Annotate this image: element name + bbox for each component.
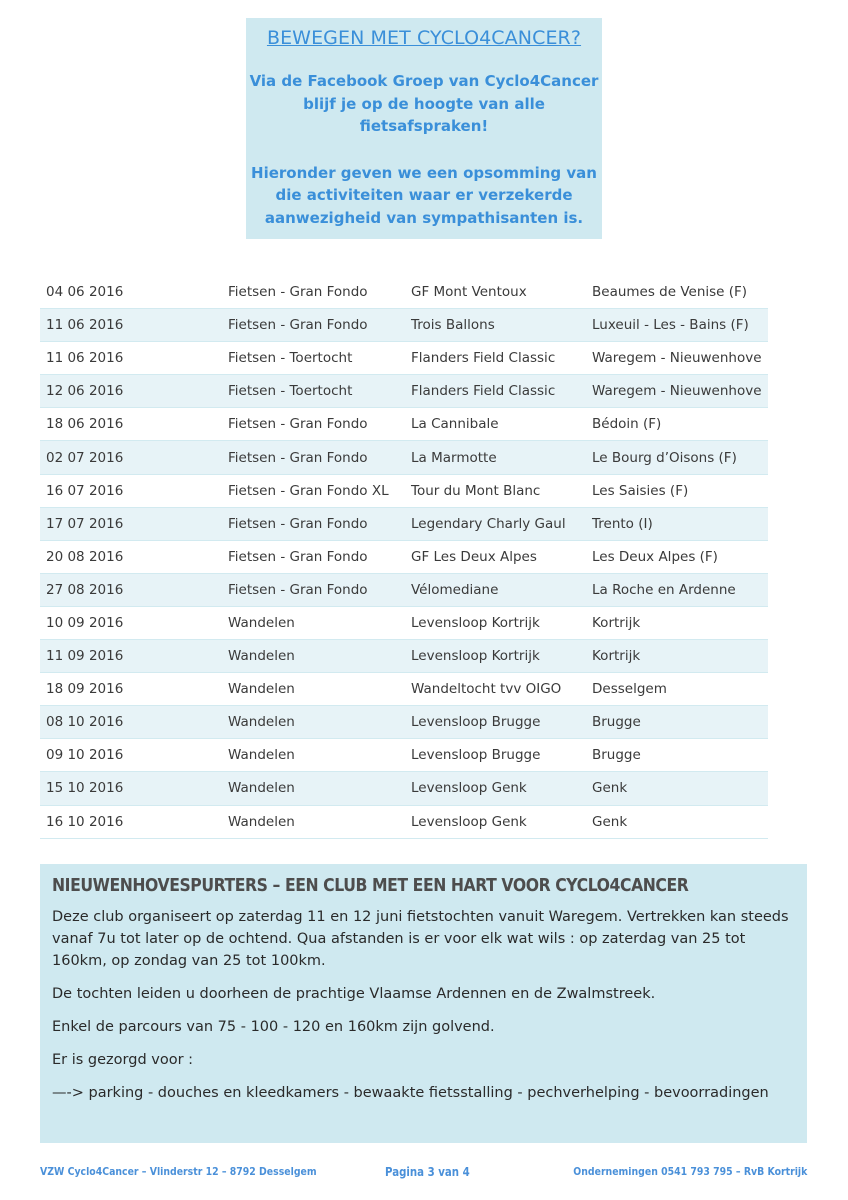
event-location: Les Deux Alpes (F) [586, 540, 768, 573]
event-type: Fietsen - Toertocht [222, 342, 405, 375]
event-date: 11 06 2016 [40, 342, 222, 375]
intro-title[interactable]: BEWEGEN MET CYCLO4CANCER? [266, 27, 582, 49]
event-date: 16 10 2016 [40, 805, 222, 838]
table-row [40, 507, 768, 540]
footer-page-number: Pagina 3 van 4 [385, 1165, 470, 1179]
footer-company-number: Ondernemingen 0541 793 795 – RvB Kortrijk [572, 1165, 807, 1178]
table-row [40, 342, 768, 375]
event-name: Legendary Charly Gaul [405, 507, 586, 540]
event-name: Levensloop Kortrijk [405, 640, 586, 673]
event-name: Levensloop Brugge [405, 739, 586, 772]
event-type: Fietsen - Gran Fondo [222, 309, 405, 342]
event-name: La Marmotte [405, 441, 586, 474]
table-row [40, 375, 768, 408]
page-footer [40, 1165, 807, 1183]
event-type: Wandelen [222, 739, 405, 772]
event-date: 10 09 2016 [40, 606, 222, 639]
event-location: Les Saisies (F) [586, 474, 768, 507]
event-date: 18 09 2016 [40, 673, 222, 706]
table-row [40, 640, 768, 673]
event-type: Wandelen [222, 673, 405, 706]
event-date: 09 10 2016 [40, 739, 222, 772]
event-date: 15 10 2016 [40, 772, 222, 805]
event-date: 11 09 2016 [40, 640, 222, 673]
table-row [40, 706, 768, 739]
event-name: Trois Ballons [405, 309, 586, 342]
event-name: Levensloop Kortrijk [405, 606, 586, 639]
event-name: GF Mont Ventoux [405, 276, 586, 309]
table-row [40, 573, 768, 606]
event-date: 02 07 2016 [40, 441, 222, 474]
event-type: Fietsen - Gran Fondo [222, 507, 405, 540]
table-row [40, 276, 768, 309]
club-title: NIEUWENHOVESPURTERS – EEN CLUB MET EEN HART VOOR CYCLO4CANCER [52, 875, 689, 896]
event-location: Bédoin (F) [586, 408, 768, 441]
event-type: Wandelen [222, 606, 405, 639]
event-name: Wandeltocht tvv OIGO [405, 673, 586, 706]
table-row [40, 606, 768, 639]
event-type: Fietsen - Toertocht [222, 375, 405, 408]
club-paragraph-facilities: —-> parking - douches en kleedkamers - bewaakte fietsstalling - pechverhelping - bevoorradingen [52, 1085, 769, 1101]
event-name: Levensloop Brugge [405, 706, 586, 739]
event-type: Fietsen - Gran Fondo [222, 441, 405, 474]
event-date: 27 08 2016 [40, 573, 222, 606]
table-row [40, 309, 768, 342]
event-date: 04 06 2016 [40, 276, 222, 309]
event-name: La Cannibale [405, 408, 586, 441]
event-type: Wandelen [222, 640, 405, 673]
event-location: Desselgem [586, 673, 768, 706]
event-location: Waregem - Nieuwenhove [586, 375, 768, 408]
event-location: Brugge [586, 706, 768, 739]
club-box [40, 864, 807, 1143]
table-row [40, 772, 768, 805]
event-type: Fietsen - Gran Fondo [222, 573, 405, 606]
event-type: Wandelen [222, 805, 405, 838]
table-row [40, 540, 768, 573]
table-row [40, 474, 768, 507]
event-date: 18 06 2016 [40, 408, 222, 441]
event-date: 08 10 2016 [40, 706, 222, 739]
club-paragraph-provided: Er is gezorgd voor : [52, 1052, 194, 1068]
intro-box [246, 18, 602, 239]
intro-paragraph-facebook: Via de Facebook Groep van Cyclo4Cancer blijf je op de hoogte van alle fietsafspraken! [249, 72, 599, 135]
events-table [40, 276, 768, 839]
club-paragraph-schedule: Deze club organiseert op zaterdag 11 en 12 juni fietstochten vanuit Waregem. Vertrekken kan steeds vanaf 7u tot later op de ochtend. Qua afstanden is er voor elk wat wils : op zaterdag van 25 tot 160km, op zondag van 25 tot 100km. [52, 909, 789, 969]
event-location: Luxeuil - Les - Bains (F) [586, 309, 768, 342]
event-date: 20 08 2016 [40, 540, 222, 573]
event-date: 16 07 2016 [40, 474, 222, 507]
event-location: Kortrijk [586, 606, 768, 639]
event-location: Trento (I) [586, 507, 768, 540]
event-location: Le Bourg d’Oisons (F) [586, 441, 768, 474]
event-location: Waregem - Nieuwenhove [586, 342, 768, 375]
table-row [40, 408, 768, 441]
event-name: Flanders Field Classic [405, 342, 586, 375]
event-location: Genk [586, 772, 768, 805]
event-date: 17 07 2016 [40, 507, 222, 540]
intro-paragraph-activities: Hieronder geven we een opsomming van die activiteiten waar er verzekerde aanwezigheid van sympathisanten is. [251, 163, 597, 227]
event-location: Kortrijk [586, 640, 768, 673]
event-location: Genk [586, 805, 768, 838]
event-type: Fietsen - Gran Fondo [222, 276, 405, 309]
footer-organization: VZW Cyclo4Cancer – Vlinderstr 12 – 8792 Desselgem [40, 1165, 317, 1178]
event-type: Fietsen - Gran Fondo XL [222, 474, 405, 507]
event-name: Vélomediane [405, 573, 586, 606]
event-name: Tour du Mont Blanc [405, 474, 586, 507]
table-row [40, 805, 768, 838]
event-name: Flanders Field Classic [405, 375, 586, 408]
club-paragraph-hilly: Enkel de parcours van 75 - 100 - 120 en 160km zijn golvend. [52, 1019, 495, 1035]
club-paragraph-route: De tochten leiden u doorheen de prachtige Vlaamse Ardennen en de Zwalmstreek. [52, 986, 656, 1002]
table-row [40, 673, 768, 706]
event-type: Fietsen - Gran Fondo [222, 540, 405, 573]
event-location: La Roche en Ardenne [586, 573, 768, 606]
event-type: Wandelen [222, 772, 405, 805]
table-row [40, 441, 768, 474]
event-type: Wandelen [222, 706, 405, 739]
event-location: Brugge [586, 739, 768, 772]
event-location: Beaumes de Venise (F) [586, 276, 768, 309]
event-name: Levensloop Genk [405, 772, 586, 805]
event-type: Fietsen - Gran Fondo [222, 408, 405, 441]
table-row [40, 739, 768, 772]
event-name: GF Les Deux Alpes [405, 540, 586, 573]
event-date: 11 06 2016 [40, 309, 222, 342]
event-name: Levensloop Genk [405, 805, 586, 838]
event-date: 12 06 2016 [40, 375, 222, 408]
